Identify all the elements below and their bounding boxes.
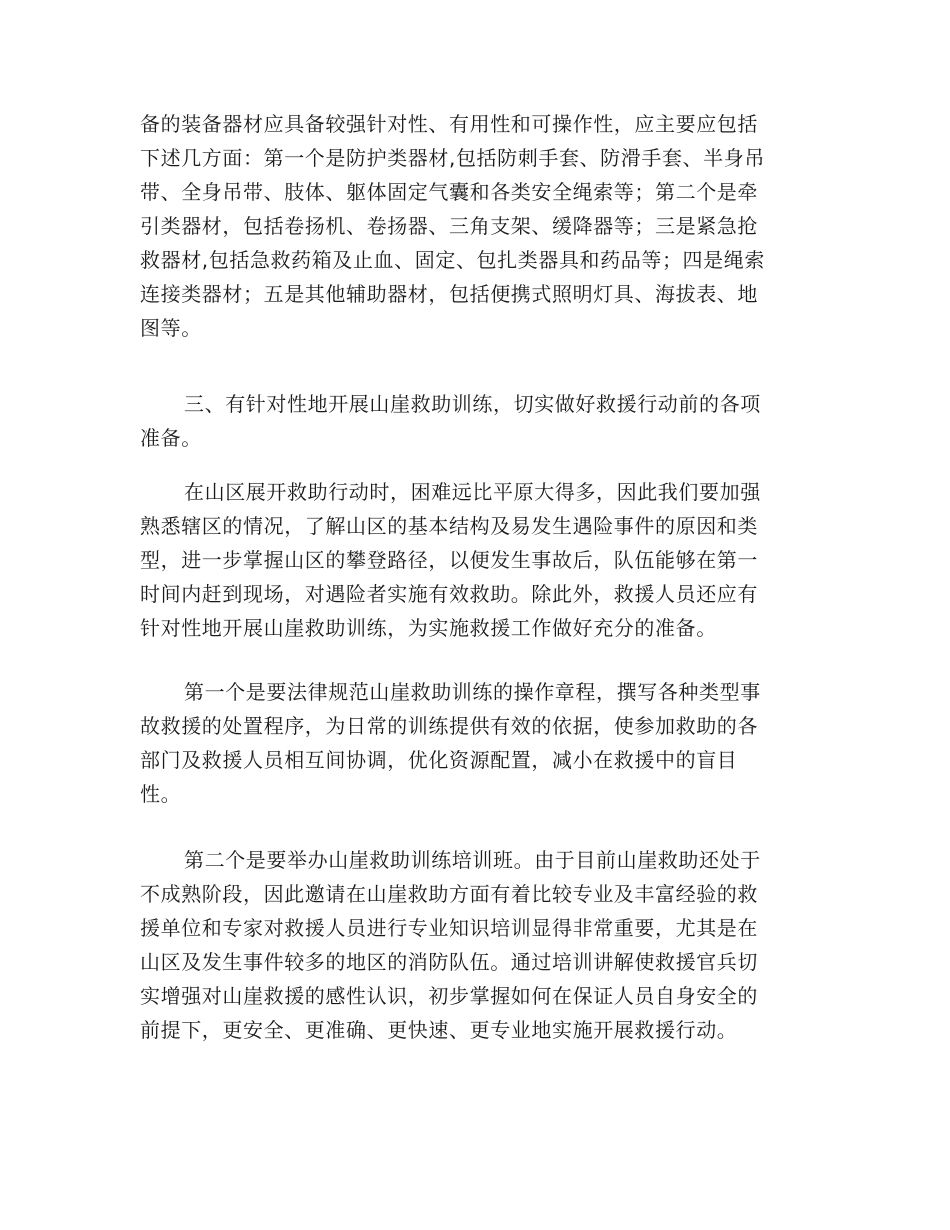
paragraph-line: 部门及救援人员相互间协调，优化资源配置，减小在救援中的盲目: [140, 748, 738, 772]
heading-line: 准备。: [140, 426, 202, 450]
paragraph-line: 时间内赶到现场，对遇险者实施有效救助。除此外，救援人员还应有: [140, 582, 758, 606]
paragraph-line: 实增强对山崖救援的感性认识，初步掌握如何在保证人员自身安全的: [140, 984, 758, 1008]
section-heading-three: [140, 387, 810, 455]
paragraph-line: 前提下，更安全、更准确、更快速、更专业地实施开展救援行动。: [140, 1018, 738, 1042]
paragraph-line: 山区及发生事件较多的地区的消防队伍。通过培训讲解使救援官兵切: [140, 950, 758, 974]
paragraph-line: 在山区展开救助行动时，困难远比平原大得多，因此我们要加强: [184, 480, 761, 504]
paragraph-mountain-rescue: [140, 475, 810, 645]
paragraph-equipment: [140, 107, 810, 345]
paragraph-line: 带、全身吊带、肢体、躯体固定气囊和各类安全绳索等；第二个是牵: [140, 180, 758, 204]
paragraph-line: 救器材,包括急救药箱及止血、固定、包扎类器具和药品等；四是绳索: [140, 248, 765, 272]
paragraph-line: 熟悉辖区的情况，了解山区的基本结构及易发生遇险事件的原因和类: [140, 514, 758, 538]
paragraph-line: 图等。: [140, 316, 202, 340]
paragraph-line: 故救援的处置程序，为日常的训练提供有效的依据，使参加救助的各: [140, 714, 758, 738]
paragraph-training-class: [140, 843, 810, 1047]
heading-line: 三、有针对性地开展山崖救助训练，切实做好救援行动前的各项: [184, 392, 761, 416]
paragraph-line: 不成熟阶段，因此邀请在山崖救助方面有着比较专业及丰富经验的救: [140, 882, 758, 906]
paragraph-procedures: [140, 675, 810, 811]
paragraph-line: 下述几方面：第一个是防护类器材,包括防刺手套、防滑手套、半身吊: [140, 146, 765, 170]
paragraph-line: 备的装备器材应具备较强针对性、有用性和可操作性，应主要应包括: [140, 112, 758, 136]
paragraph-line: 型，进一步掌握山区的攀登路径，以便发生事故后，队伍能够在第一: [140, 548, 758, 572]
paragraph-line: 第一个是要法律规范山崖救助训练的操作章程，撰写各种类型事: [184, 680, 761, 704]
paragraph-line: 针对性地开展山崖救助训练，为实施救援工作做好充分的准备。: [140, 616, 717, 640]
paragraph-line: 第二个是要举办山崖救助训练培训班。由于目前山崖救助还处于: [184, 848, 761, 872]
paragraph-line: 性。: [140, 782, 182, 806]
paragraph-line: 连接类器材；五是其他辅助器材，包括便携式照明灯具、海拔表、地: [140, 282, 758, 306]
paragraph-line: 援单位和专家对救援人员进行专业知识培训显得非常重要，尤其是在: [140, 916, 758, 940]
paragraph-line: 引类器材，包括卷扬机、卷扬器、三角支架、缓降器等；三是紧急抢: [140, 214, 758, 238]
